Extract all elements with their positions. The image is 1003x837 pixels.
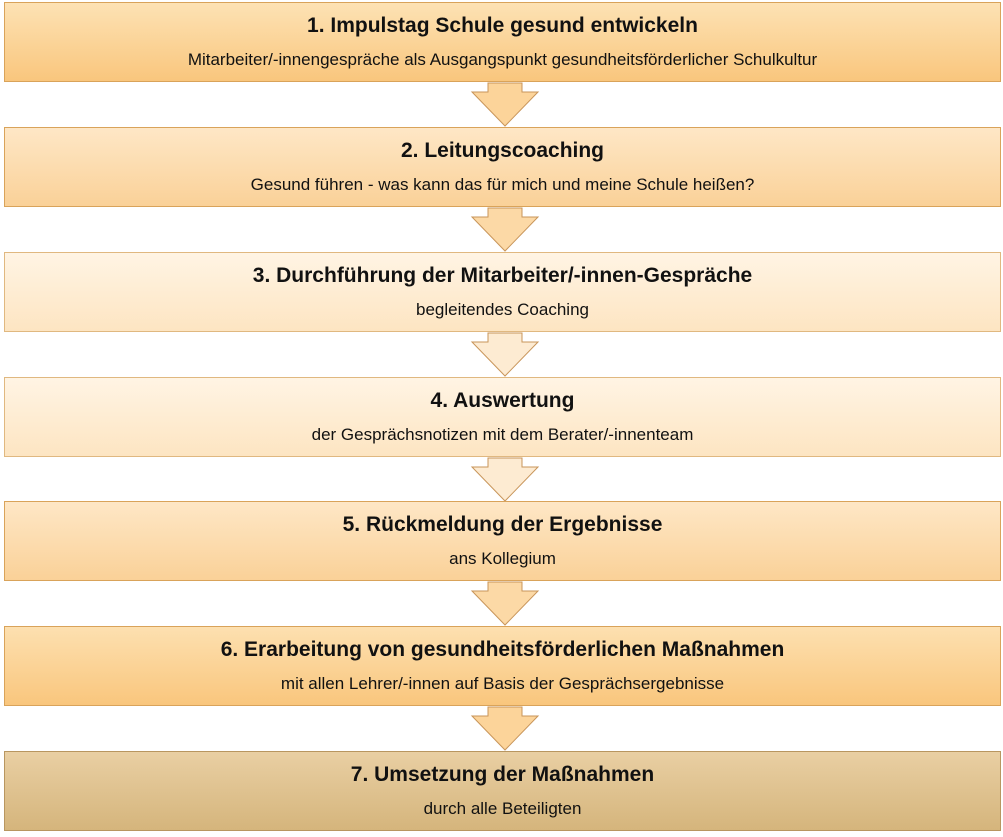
step-5-title: 5. Rückmeldung der Ergebnisse — [342, 513, 663, 536]
down-arrow-icon — [470, 332, 540, 377]
step-3-box — [4, 252, 1001, 332]
step-3-title: 3. Durchführung der Mitarbeiter/-innen-Gespräche — [252, 264, 753, 287]
step-7-title: 7. Umsetzung der Maßnahmen — [350, 763, 655, 786]
down-arrow-icon — [470, 706, 540, 751]
step-7-box — [4, 751, 1001, 831]
step-6-box — [4, 626, 1001, 706]
step-7-subtitle: durch alle Beteiligten — [423, 799, 582, 818]
step-4-subtitle: der Gesprächsnotizen mit dem Berater/-innenteam — [311, 425, 694, 444]
down-arrow-icon — [470, 457, 540, 502]
down-arrow-icon — [470, 82, 540, 127]
step-1-subtitle: Mitarbeiter/-innengespräche als Ausgangspunkt gesundheitsförderlicher Schulkultur — [187, 50, 818, 69]
step-2-box — [4, 127, 1001, 207]
down-arrow-icon — [470, 581, 540, 626]
down-arrow-icon — [470, 207, 540, 252]
step-2-subtitle: Gesund führen - was kann das für mich und meine Schule heißen? — [250, 175, 755, 194]
step-6-title: 6. Erarbeitung von gesundheitsförderlichen Maßnahmen — [220, 638, 785, 661]
step-4-title: 4. Auswertung — [430, 389, 575, 412]
step-4-box — [4, 377, 1001, 457]
step-3-subtitle: begleitendes Coaching — [416, 300, 589, 319]
step-6-subtitle: mit allen Lehrer/-innen auf Basis der Gesprächsergebnisse — [280, 674, 725, 693]
step-1-title: 1. Impulstag Schule gesund entwickeln — [307, 14, 698, 37]
step-5-subtitle: ans Kollegium — [449, 549, 556, 568]
step-2-title: 2. Leitungscoaching — [400, 139, 605, 162]
step-5-box — [4, 501, 1001, 581]
step-1-box — [4, 2, 1001, 82]
